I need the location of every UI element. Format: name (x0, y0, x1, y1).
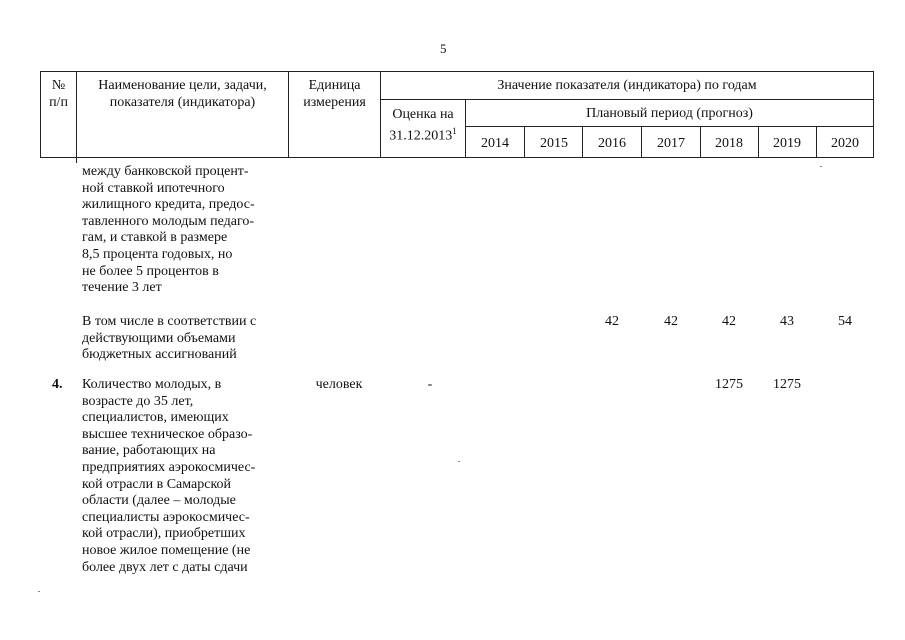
header-plan-label: Плановый период (прогноз) (586, 106, 753, 121)
header-estimate-label (381, 106, 465, 145)
header-plan-border (465, 126, 874, 127)
row-indicator-text: Количество молодых, в возрасте до 35 лет, специалистов, имеющих высшее техническое образо- вание, работающих на предприятиях аэрокосмичес- кой отрасли в Самарской области (далее – молодые специалисты аэрокосмичес- кой отрасли), приобретших новое жилое помещение (не более двух лет с даты сдачи (82, 377, 256, 575)
year-header-2019: 2019 (773, 136, 801, 151)
header-values-label: Значение показателя (индикатора) по годам (497, 78, 757, 93)
year-header-2020: 2020 (831, 136, 859, 151)
row-indicator-2018: 1275 (715, 377, 743, 392)
header-top-border (40, 71, 874, 72)
row-indicator-2019: 1275 (773, 377, 801, 392)
row-subtotal-2016: 42 (605, 314, 619, 329)
year-header-2018: 2018 (715, 136, 743, 151)
body-left-border (76, 158, 77, 163)
year-header-2017: 2017 (657, 136, 685, 151)
row-continuation-text: между банковской процент- ной ставкой ипотечного жилищного кредита, предос- тавленного молодым педаго- гам, и ставкой в размере 8,5 процента годовых, но не более 5 процентов в течение 3 лет (82, 164, 255, 296)
year-header-2016: 2016 (598, 136, 626, 151)
scan-speck (820, 166, 822, 167)
header-name-label: Наименование цели, задачи, показателя (индикатора) (98, 78, 267, 110)
estimate-label-text: Оценка на 31.12.2013 (389, 107, 454, 144)
row-subtotal-2017: 42 (664, 314, 678, 329)
header-mid-border (380, 99, 874, 100)
header-unit-label: Единица измерения (303, 78, 366, 110)
row-subtotal-text: В том числе в соответствии с действующими объемами бюджетных ассигнований (82, 314, 257, 363)
scan-speck (458, 461, 460, 462)
scan-speck (38, 591, 40, 592)
row-subtotal-2019: 43 (780, 314, 794, 329)
year-header-2015: 2015 (540, 136, 568, 151)
year-header-2014: 2014 (481, 136, 509, 151)
row-number: 4. (52, 377, 63, 392)
row-subtotal-2020: 54 (838, 314, 852, 329)
header-bottom-border (40, 157, 874, 158)
row-subtotal-2018: 42 (722, 314, 736, 329)
header-num-label: № п/п (49, 78, 68, 110)
page-number: 5 (440, 41, 447, 56)
estimate-footnote-mark: 1 (452, 126, 457, 136)
row-indicator-estimate: - (427, 377, 433, 392)
row-indicator-unit: человек (315, 377, 363, 392)
